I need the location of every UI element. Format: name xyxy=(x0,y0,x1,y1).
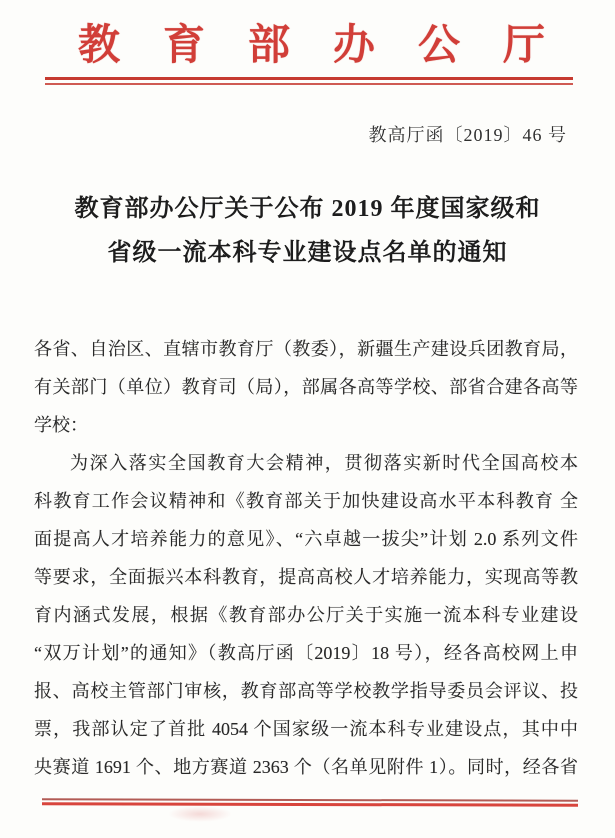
body-line: 各省、自治区、直辖市教育厅（教委），新疆生产建设兵团教育局， xyxy=(34,339,578,359)
document-number: 教高厅函〔2019〕46 号 xyxy=(368,125,567,145)
letterhead-title xyxy=(8,12,615,72)
body-line: 报、高校主管部门审核，教育部高等学校教学指导委员会评议、投 xyxy=(34,681,578,701)
body-line: 等要求，全面振兴本科教育，提高高校人才培养能力，实现高等教 xyxy=(34,567,578,587)
document-title-line2: 省级一流本科专业建设点名单的通知 xyxy=(107,240,508,266)
body-line: 票，我部认定了首批 4054 个国家级一流本科专业建设点，其中中 xyxy=(34,719,578,739)
header-divider xyxy=(45,77,573,85)
body-text xyxy=(34,330,578,786)
body-line: 科教育工作会议精神和《教育部关于加快建设高水平本科教育 全 xyxy=(34,491,578,511)
body-line: 为深入落实全国教育大会精神，贯彻落实新时代全国高校本 xyxy=(70,453,578,473)
body-line: 面提高人才培养能力的意见》、“六卓越一拔尖”计划 2.0 系列文件 xyxy=(34,529,578,549)
scan-smudge-artifact xyxy=(168,806,232,822)
letterhead-text: 教育部办公厅 xyxy=(77,23,588,69)
body-line: 育内涵式发展，根据《教育部办公厅关于实施一流本科专业建设 xyxy=(34,605,578,625)
body-line: 央赛道 1691 个、地方赛道 2363 个（名单见附件 1）。同时，经各省 xyxy=(34,757,578,777)
body-line: “双万计划”的通知》（教高厅函〔2019〕18 号），经各高校网上申 xyxy=(34,643,578,663)
document-title xyxy=(0,187,615,275)
document-title-line1: 教育部办公厅关于公布 2019 年度国家级和 xyxy=(74,196,541,222)
body-line: 有关部门（单位）教育司（局），部属各高等学校、部省合建各高等 xyxy=(34,377,578,397)
body-line: 学校： xyxy=(34,415,88,435)
footer-divider xyxy=(42,798,578,806)
